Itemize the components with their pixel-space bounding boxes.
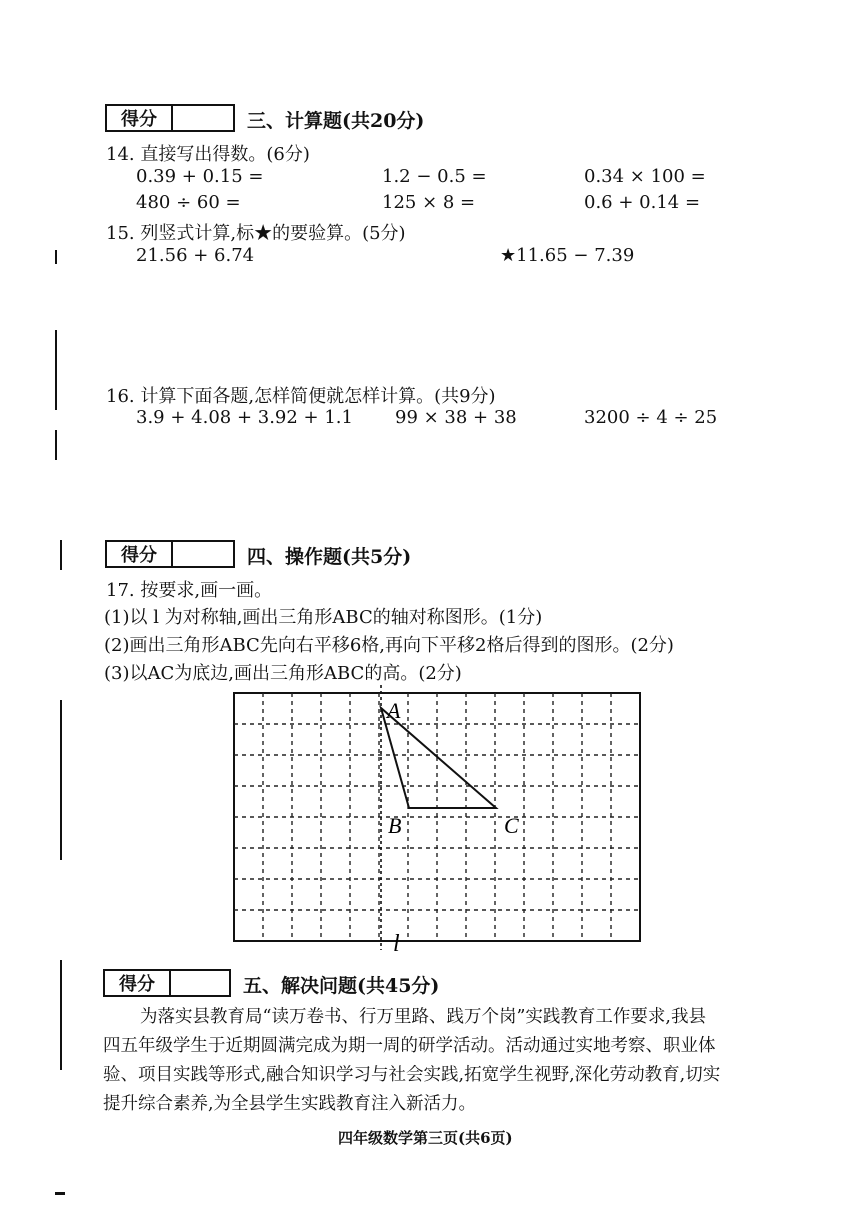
section4-title: 四、操作题(共5分): [247, 546, 412, 568]
binding-mark: [60, 960, 62, 1070]
binding-mark: [55, 330, 57, 410]
q17-item: (2)画出三角形ABC先向右平移6格,再向下平移2格后得到的图形。(2分): [104, 635, 674, 656]
section5-title: 五、解决问题(共45分): [243, 975, 440, 997]
q14-prompt: 14. 直接写出得数。(6分): [106, 144, 310, 165]
q14-item: 125 × 8 =: [382, 192, 476, 213]
point-label-c: C: [504, 813, 519, 838]
score-blank[interactable]: [171, 971, 229, 995]
score-label: 得分: [107, 106, 173, 130]
score-blank[interactable]: [173, 106, 233, 130]
score-label: 得分: [105, 971, 171, 995]
q17-item: (3)以AC为底边,画出三角形ABC的高。(2分): [104, 663, 462, 684]
grid-lines: [234, 693, 640, 941]
q17-prompt: 17. 按要求,画一画。: [106, 580, 273, 601]
q14-item: 0.6 + 0.14 =: [584, 192, 701, 213]
q16-item: 3200 ÷ 4 ÷ 25: [584, 407, 718, 428]
binding-mark: [55, 1192, 65, 1195]
q15-item: 21.56 + 6.74: [136, 245, 255, 266]
score-blank[interactable]: [173, 542, 233, 566]
point-label-a: A: [387, 698, 401, 723]
q16-item: 99 × 38 + 38: [395, 407, 517, 428]
q14-item: 480 ÷ 60 =: [136, 192, 241, 213]
score-box-section4: [105, 540, 235, 568]
binding-mark: [55, 250, 57, 264]
q16-item: 3.9 + 4.08 + 3.92 + 1.1: [136, 407, 353, 428]
page-footer: 四年级数学第三页(共6页): [338, 1129, 513, 1147]
drawing-grid[interactable]: [228, 685, 748, 965]
problem-paragraph-line: 验、项目实践等形式,融合知识学习与社会实践,拓宽学生视野,深化劳动教育,切实: [103, 1065, 721, 1085]
q15-item: ★11.65 − 7.39: [500, 245, 635, 266]
problem-paragraph-line: 提升综合素养,为全县学生实践教育注入新活力。: [103, 1094, 477, 1114]
q16-prompt: 16. 计算下面各题,怎样简便就怎样计算。(共9分): [106, 386, 496, 407]
q15-prompt: 15. 列竖式计算,标★的要验算。(5分): [106, 223, 406, 244]
q14-item: 1.2 − 0.5 =: [382, 166, 487, 187]
triangle-abc: [381, 708, 496, 808]
q14-item: 0.34 × 100 =: [584, 166, 706, 187]
binding-mark: [55, 430, 57, 460]
section3-title: 三、计算题(共20分): [247, 110, 425, 132]
axis-label-l: l: [393, 931, 400, 957]
problem-paragraph-line: 四五年级学生于近期圆满完成为期一周的研学活动。活动通过实地考察、职业体: [103, 1036, 716, 1056]
problem-paragraph-line: 为落实县教育局“读万卷书、行万里路、践万个岗”实践教育工作要求,我县: [140, 1007, 706, 1027]
score-box-section3: [105, 104, 235, 132]
score-label: 得分: [107, 542, 173, 566]
binding-mark: [60, 540, 62, 570]
binding-mark: [60, 700, 62, 860]
q14-item: 0.39 + 0.15 =: [136, 166, 264, 187]
score-box-section5: [103, 969, 231, 997]
q17-item: (1)以 l 为对称轴,画出三角形ABC的轴对称图形。(1分): [104, 607, 543, 628]
point-label-b: B: [388, 813, 402, 838]
